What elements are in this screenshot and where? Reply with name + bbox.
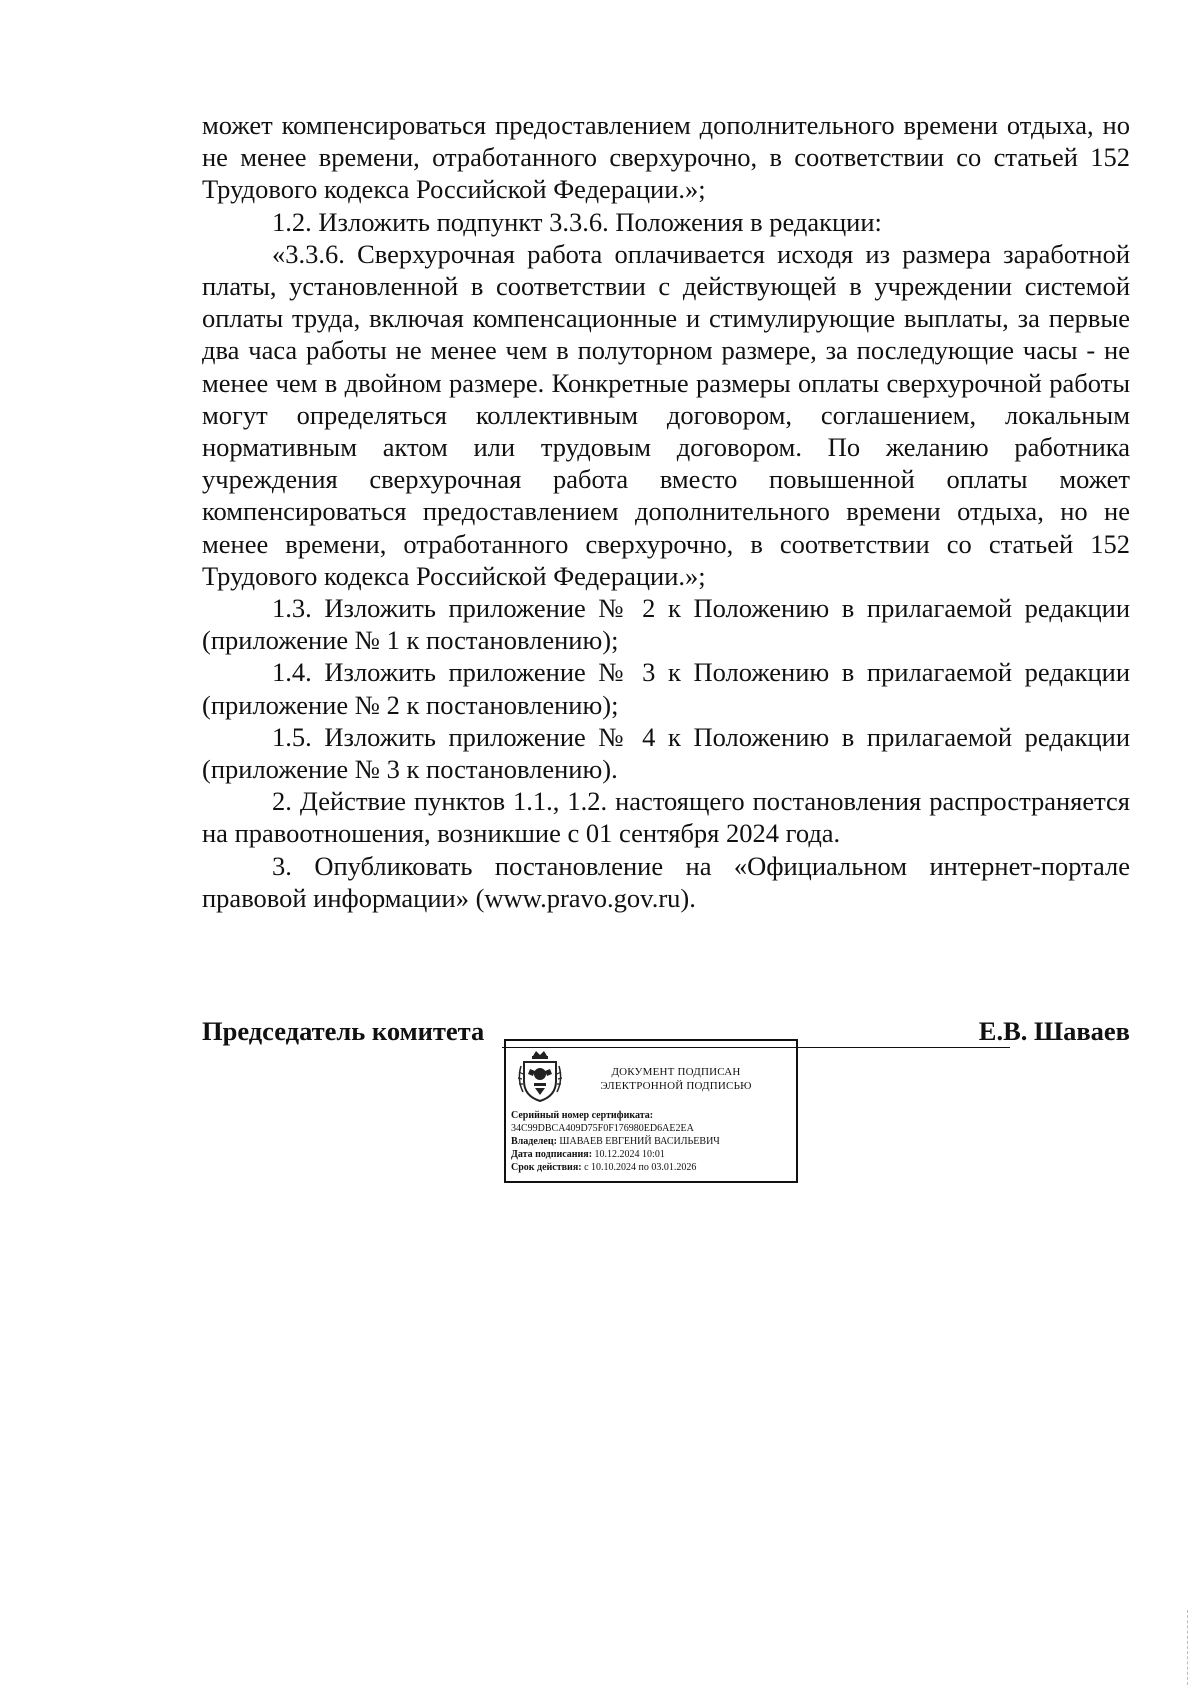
validity-row xyxy=(511,1161,720,1174)
paragraph-item-1-5: 1.5. Изложить приложение № 4 к Положению в прилагаемой редакции (приложение № 3 к постановлению). xyxy=(202,721,1130,785)
paragraph-item-1-3: 1.3. Изложить приложение № 2 к Положению в прилагаемой редакции (приложение № 1 к постановлению); xyxy=(202,593,1130,656)
stamp-heading-line1: ДОКУМЕНТ ПОДПИСАН xyxy=(611,1066,741,1078)
date-row xyxy=(511,1148,720,1161)
stamp-details xyxy=(511,1109,720,1174)
validity-value: с 10.10.2024 по 03.01.2026 xyxy=(584,1162,697,1173)
owner-row xyxy=(511,1135,720,1148)
electronic-signature-stamp xyxy=(504,1039,798,1183)
stamp-heading xyxy=(576,1065,776,1093)
document-body xyxy=(202,109,1130,914)
signatory-position: Председатель комитета xyxy=(202,1016,485,1046)
paragraph-item-3: 3. Опубликовать постановление на «Официальном интернет-портале правовой информации» (www.pravo.gov.ru). xyxy=(202,850,1130,913)
validity-label: Срок действия: xyxy=(511,1162,582,1173)
paragraph-continuation: может компенсироваться предоставлением дополнительного времени отдыха, но не менее времени, отработанного сверхурочно, в соответствии со статьей 152 Трудового кодекса Российской Федерации.»; xyxy=(202,110,1130,205)
owner-value: ШАВАЕВ ЕВГЕНИЙ ВАСИЛЬЕВИЧ xyxy=(559,1136,720,1147)
owner-label: Владелец: xyxy=(511,1136,557,1147)
paragraph-quote-3-3-6: «3.3.6. Сверхурочная работа оплачивается исходя из размера заработной платы, установленной в соответствии с действующей в учреждении системой оплаты труда, включая компенсационные и стимулирующие выплаты, за первые два часа работы не менее чем в полуторном размере, за последующие часы - не менее чем в двойном размере. Конкретные размеры оплаты сверхурочной работы могут определяться коллективным договором, соглашением, локальным нормативным актом или трудовым договором. По желанию работника учреждения сверхурочная работа вместо повышенной оплаты может компенсироваться предоставлением дополнительного времени отдыха, но не менее времени, отработанного сверхурочно, в соответствии со статьей 152 Трудового кодекса Российской Федерации.»; xyxy=(202,238,1130,591)
date-value: 10.12.2024 10:01 xyxy=(594,1149,665,1160)
date-label: Дата подписания: xyxy=(511,1149,593,1160)
coat-of-arms-icon xyxy=(515,1048,565,1104)
serial-label: Серийный номер сертификата: xyxy=(511,1110,654,1121)
scan-edge-mark xyxy=(1187,1610,1188,1685)
stamp-heading-line2: ЭЛЕКТРОННОЙ ПОДПИСЬЮ xyxy=(600,1080,752,1092)
paragraph-item-1-2: 1.2. Изложить подпункт 3.3.6. Положения в редакции: xyxy=(272,206,882,237)
signatory-name: Е.В. Шаваев xyxy=(978,1016,1130,1046)
serial-value: 34C99DBCA409D75F0F176980ED6AE2EA xyxy=(511,1123,694,1134)
paragraph-item-1-4: 1.4. Изложить приложение № 3 к Положению в прилагаемой редакции (приложение № 2 к постановлению); xyxy=(202,657,1130,720)
paragraph-item-2: 2. Действие пунктов 1.1., 1.2. настоящего постановления распространяется на правоотношения, возникшие с 01 сентября 2024 года. xyxy=(202,786,1130,849)
